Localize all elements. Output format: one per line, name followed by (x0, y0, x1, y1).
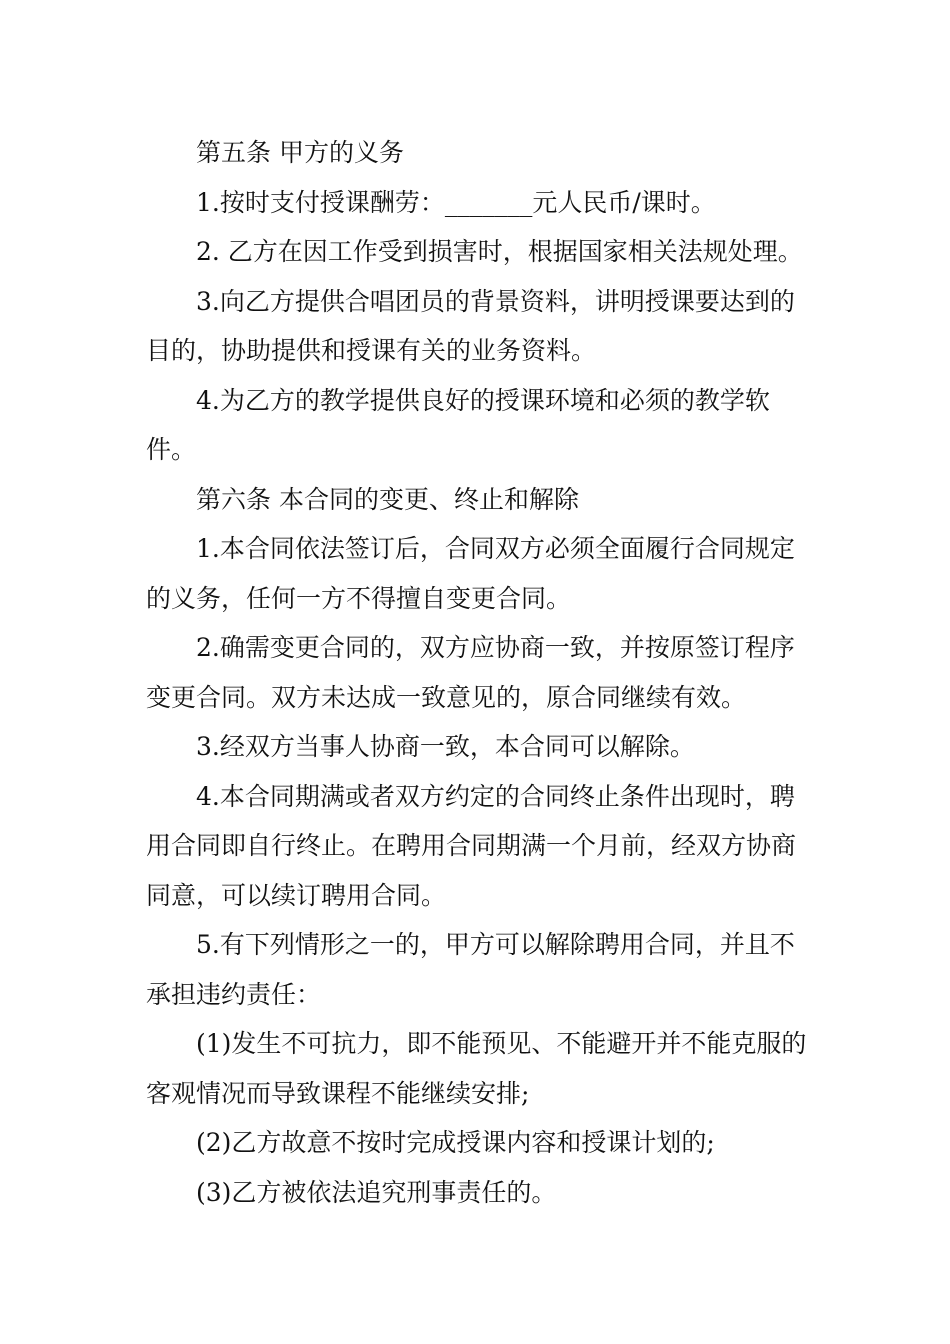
section-heading-article-6: 第六条 本合同的变更、终止和解除 (196, 484, 579, 514)
paragraph: 4.为乙方的教学提供良好的授课环境和必须的教学软件。 (146, 385, 770, 464)
paragraph: (2)乙方故意不按时完成授课内容和授课计划的; (196, 1128, 715, 1157)
paragraph: 1.按时支付授课酬劳：_______元人民币/课时。 (196, 187, 716, 217)
paragraph: 3.向乙方提供合唱团员的背景资料，讲明授课要达到的目的，协助提供和授课有关的业务资料。 (146, 286, 795, 365)
paragraph: 1.本合同依法签订后，合同双方必须全面履行合同规定的义务，任何一方不得擅自变更合同。 (146, 534, 795, 613)
paragraph: 2.确需变更合同的，双方应协商一致，并按原签订程序变更合同。双方未达成一致意见的，原合同继续有效。 (146, 633, 795, 712)
paragraph: 4.本合同期满或者双方约定的合同终止条件出现时，聘用合同即自行终止。在聘用合同期满一个月前，经双方协商同意，可以续订聘用合同。 (146, 781, 797, 910)
paragraph: 3.经双方当事人协商一致，本合同可以解除。 (196, 732, 695, 761)
paragraph: (1)发生不可抗力，即不能预见、不能避开并不能克服的客观情况而导致课程不能继续安排; (146, 1029, 807, 1108)
paragraph: 2. 乙方在因工作受到损害时，根据国家相关法规处理。 (196, 237, 803, 266)
document-body (146, 128, 810, 1217)
paragraph: 5.有下列情形之一的，甲方可以解除聘用合同，并且不承担违约责任： (146, 930, 795, 1009)
paragraph: (3)乙方被依法追究刑事责任的。 (196, 1177, 557, 1207)
section-heading-article-5: 第五条 甲方的义务 (196, 138, 404, 167)
